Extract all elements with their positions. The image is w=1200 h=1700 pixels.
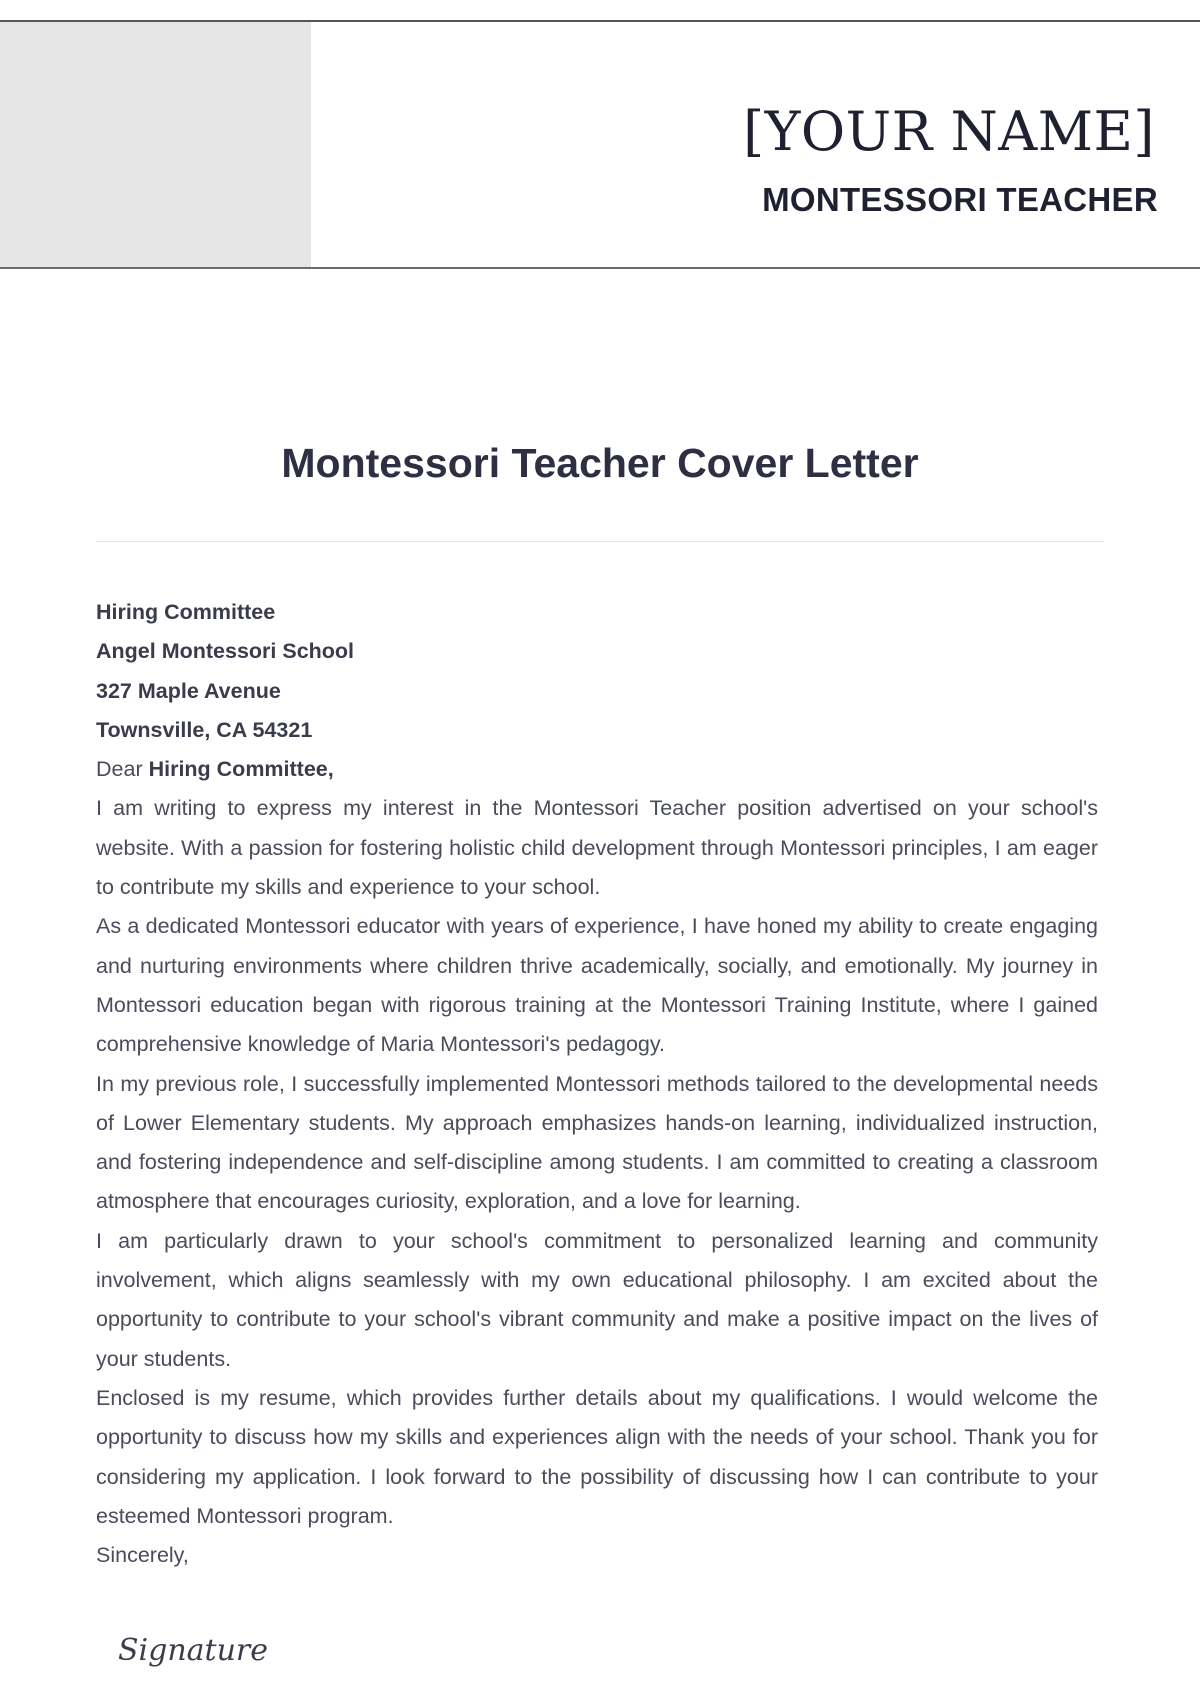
salutation-name: Hiring Committee, [148, 757, 334, 782]
signature: Signature [118, 1633, 269, 1668]
letter-title: Montessori Teacher Cover Letter [281, 440, 919, 486]
letter-body [96, 593, 1098, 1575]
recipient-line: Angel Montessori School [96, 639, 355, 664]
body-paragraph: In my previous role, I successfully implemented Montessori methods tailored to the developmental needs of Lower Elementary students. My approach emphasizes hands-on learning, individualized instruction, and fostering independence and self-discipline among students. I am committed to creating a classroom atmosphere that encourages curiosity, exploration, and a love for learning. [96, 1071, 1098, 1214]
header-divider [0, 267, 1200, 269]
salutation [96, 750, 1098, 789]
body-paragraph: I am writing to express my interest in the Montessori Teacher position advertised on your school's website. With a passion for fostering holistic child development through Montessori principles, I am eager to contribute my skills and experience to your school. [96, 796, 1098, 900]
recipient-line: Hiring Committee [96, 600, 276, 624]
recipient-address [96, 593, 1098, 750]
body-paragraph: As a dedicated Montessori educator with years of experience, I have honed my ability to create engaging and nurturing environments where children thrive academically, socially, and emotionally. My journey in Montessori education began with rigorous training at the Montessori Training Institute, where I gained comprehensive knowledge of Maria Montessori's pedagogy. [96, 914, 1098, 1057]
photo-placeholder [0, 22, 311, 267]
applicant-role: MONTESSORI TEACHER [762, 181, 1158, 218]
recipient-line: Townsville, CA 54321 [96, 717, 313, 742]
title-divider [96, 541, 1104, 542]
closing: Sincerely, [96, 1543, 189, 1568]
body-paragraph: I am particularly drawn to your school's commitment to personalized learning and community involvement, which aligns seamlessly with my own educational philosophy. I am excited about the opportunity to contribute to your school's vibrant community and make a positive impact on the lives of your students. [96, 1228, 1098, 1371]
recipient-line: 327 Maple Avenue [96, 678, 281, 703]
applicant-name: [YOUR NAME] [743, 100, 1155, 163]
salutation-prefix: Dear [96, 757, 149, 782]
body-paragraph: Enclosed is my resume, which provides further details about my qualifications. I would welcome the opportunity to discuss how my skills and experiences align with the needs of your school. Thank you for considering my application. I look forward to the possibility of discussing how I can contribute to your esteemed Montessori program. [96, 1385, 1098, 1528]
